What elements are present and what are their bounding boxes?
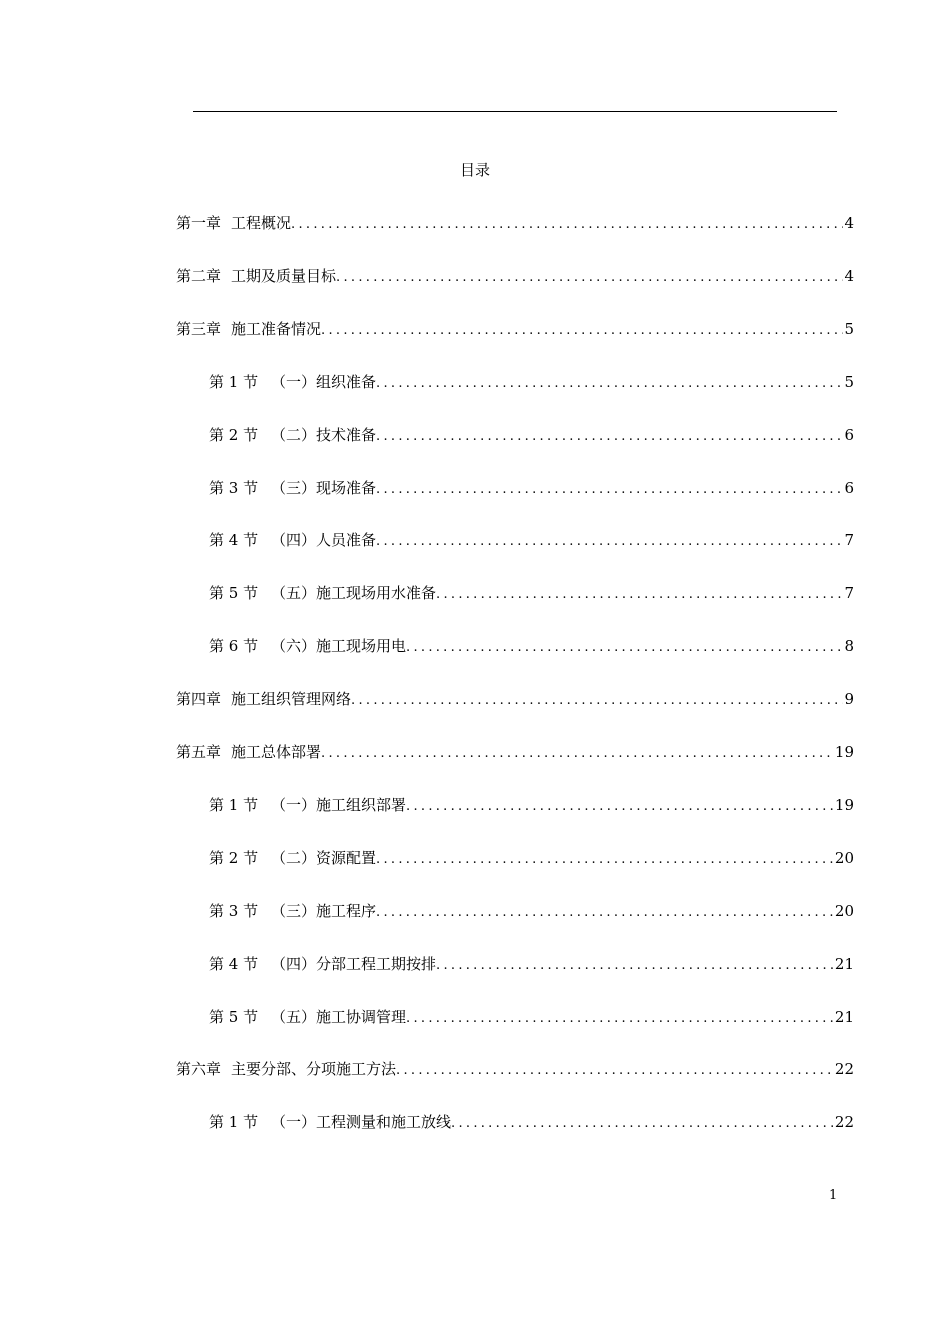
toc-entry[interactable] (209, 846, 854, 870)
toc-dot-leader (436, 954, 834, 978)
toc-entry-title: （三）施工程序 (271, 901, 377, 920)
toc-entry[interactable] (176, 1057, 854, 1081)
toc-entry[interactable] (209, 899, 854, 923)
toc-entry-page: 9 (844, 690, 854, 709)
toc-entry[interactable] (209, 1110, 854, 1134)
toc-entry[interactable] (176, 211, 854, 235)
toc-dot-leader (321, 319, 843, 343)
toc-entry-number: 第 4 节 (209, 954, 259, 973)
toc-entry-number: 第 1 节 (209, 372, 259, 391)
toc-entry-number: 第四章 (176, 690, 222, 709)
toc-entry-number: 第 2 节 (209, 848, 259, 867)
toc-entry-page: 22 (834, 1113, 854, 1132)
toc-entry-number: 第三章 (176, 319, 222, 338)
toc-entry[interactable] (209, 528, 854, 552)
toc-entry-number: 第 4 节 (209, 531, 259, 550)
toc-entry[interactable] (209, 952, 854, 976)
toc-entry[interactable] (176, 264, 854, 288)
toc-entry-page: 21 (834, 1007, 854, 1026)
toc-entry-number: 第 6 节 (209, 637, 259, 656)
toc-dot-leader (291, 213, 843, 237)
toc-entry-page: 6 (844, 478, 854, 497)
toc-entry-title: 主要分部、分项施工方法 (231, 1060, 397, 1079)
toc-entry[interactable] (209, 423, 854, 447)
toc-entry-title: （五）施工现场用水准备 (271, 584, 437, 603)
toc-dot-leader (376, 478, 843, 502)
toc-entry-page: 19 (834, 795, 854, 814)
toc-dot-leader (336, 266, 843, 290)
toc-entry[interactable] (209, 581, 854, 605)
toc-entry-number: 第 1 节 (209, 1113, 259, 1132)
toc-entry-page: 6 (844, 425, 854, 444)
toc-dot-leader (321, 742, 834, 766)
toc-entry-page: 4 (844, 266, 854, 285)
toc-entry-page: 20 (834, 901, 854, 920)
toc-entry[interactable] (176, 317, 854, 341)
toc-dot-leader (406, 1007, 834, 1031)
toc-entry-number: 第二章 (176, 266, 222, 285)
toc-entry-title: 施工总体部署 (231, 743, 322, 761)
toc-entry-title: （一）组织准备 (271, 372, 377, 391)
toc-dot-leader (376, 901, 834, 925)
toc-dot-leader (451, 1112, 834, 1136)
page-number: 1 (829, 1188, 838, 1203)
toc-entry-title: （五）施工协调管理 (271, 1007, 407, 1026)
toc-entry-page: 21 (834, 954, 854, 973)
toc-entry-title: （二）技术准备 (271, 425, 377, 444)
toc-entry-title: （三）现场准备 (271, 478, 377, 497)
toc-entry-page: 7 (844, 584, 854, 603)
toc-entry-page: 19 (834, 743, 854, 761)
toc-entry-title: （四）人员准备 (271, 531, 377, 550)
toc-entry-number: 第 3 节 (209, 478, 259, 497)
toc-entry-number: 第五章 (176, 743, 222, 761)
toc-entry-title: （四）分部工程工期按排 (271, 954, 437, 973)
toc-entry[interactable] (209, 370, 854, 394)
toc-entry-title: 施工组织管理网络 (231, 690, 352, 709)
toc-entry[interactable] (209, 793, 854, 817)
toc-entry-title: 工程概况 (231, 214, 292, 232)
toc-entry-title: 工期及质量目标 (231, 266, 337, 285)
toc-dot-leader (376, 372, 843, 396)
toc-entry-number: 第 5 节 (209, 584, 259, 603)
toc-dot-leader (351, 689, 843, 713)
toc-entry-title: （一）施工组织部署 (271, 795, 407, 814)
toc-entry-page: 7 (844, 531, 854, 550)
toc-entry-number: 第 5 节 (209, 1007, 259, 1026)
toc-entry-page: 8 (844, 637, 854, 656)
toc-entry[interactable] (209, 634, 854, 658)
toc-entry-number: 第六章 (176, 1060, 222, 1079)
toc-entry[interactable] (209, 1005, 854, 1029)
toc-dot-leader (376, 425, 843, 449)
toc-entry-page: 4 (844, 214, 854, 232)
toc-dot-leader (376, 530, 843, 554)
toc-dot-leader (406, 795, 834, 819)
toc-entry-title: 施工准备情况 (231, 319, 322, 338)
toc-entry-page: 20 (834, 848, 854, 867)
toc-entry[interactable] (209, 476, 854, 500)
toc-entry-title: （二）资源配置 (271, 848, 377, 867)
toc-entry-number: 第 1 节 (209, 795, 259, 814)
toc-dot-leader (376, 848, 834, 872)
toc-entry[interactable] (176, 740, 854, 764)
toc-entry-page: 5 (844, 372, 854, 391)
toc-dot-leader (436, 583, 843, 607)
toc-entry-page: 5 (844, 319, 854, 338)
toc-entry-number: 第 3 节 (209, 901, 259, 920)
toc-dot-leader (396, 1059, 834, 1083)
toc-entry-number: 第 2 节 (209, 425, 259, 444)
toc-entry[interactable] (176, 687, 854, 711)
toc-dot-leader (406, 636, 843, 660)
toc-entry-number: 第一章 (176, 214, 222, 232)
toc-entry-title: （一）工程测量和施工放线 (271, 1113, 452, 1132)
toc-title: 目录 (459, 161, 490, 179)
toc-entry-page: 22 (834, 1060, 854, 1079)
toc-entry-title: （六）施工现场用电 (271, 637, 407, 656)
